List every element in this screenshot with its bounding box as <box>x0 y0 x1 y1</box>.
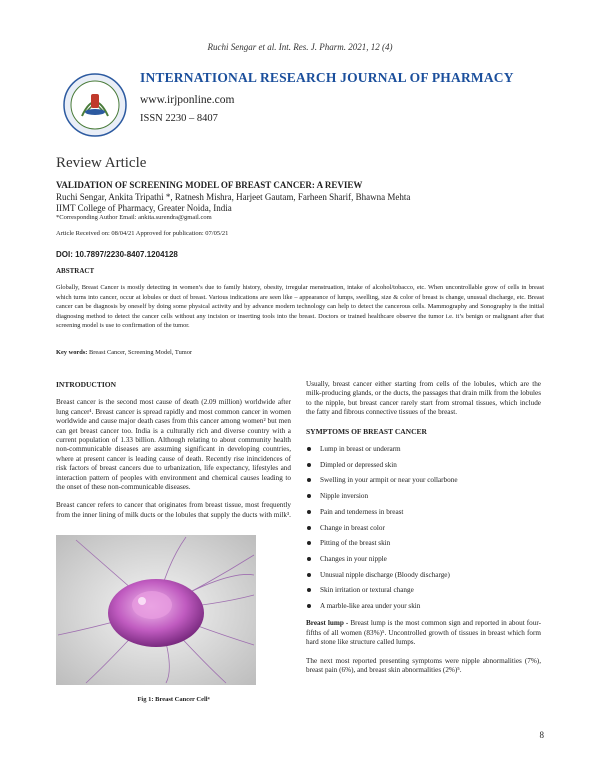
right-paragraph-1: Usually, breast cancer either starting from cells of the lobules, which are the milk-producing glands, or the ducts, the passages that drain milk from the lobules to the nipple, but breast cancer rarely start from stromal tissues, which include the fatty and fibrous connective tissues of the breast. <box>306 380 541 417</box>
list-item: Dimpled or depressed skin <box>306 461 541 470</box>
right-column <box>306 380 541 685</box>
symptoms-list <box>306 445 541 611</box>
list-item: Change in breast color <box>306 524 541 533</box>
abstract-heading: ABSTRACT <box>56 267 95 275</box>
journal-logo <box>62 72 128 138</box>
abstract-text: Globally, Breast Cancer is mostly detecting in women’s due to family history, obesity, irregular menstruation, intake of alcohol/tobacco, etc. When uncontrollable grow of cells in breast which turns into cancer, occur at lobules or duct of breast. Various indications are seen like – appearance of lumps, swelling, size & color of breast is change, unusual discharge, etc. Breast cancer can be diagnosis by oneself by doing some physical activity and by advance modern technology can help to detect the cancerous cells. Mammography and Sonography is the initial diagnosing method to detect the cancer cells without any incision or inserting tools into the breast. Doctors or trained healthcare observe the tumor i.e. it’s benign or malignant after that screening model is use to confirmation of the tumor. <box>56 284 544 330</box>
list-item: Pain and tenderness in breast <box>306 508 541 517</box>
running-head: Ruchi Sengar et al. Int. Res. J. Pharm. 2021, 12 (4) <box>207 42 393 52</box>
list-item: A marble-like area under your skin <box>306 602 541 611</box>
intro-heading: INTRODUCTION <box>56 380 117 389</box>
list-item: Pitting of the breast skin <box>306 539 541 548</box>
list-item: Swelling in your armpit or near your collarbone <box>306 476 541 485</box>
journal-website[interactable]: www.irjponline.com <box>140 94 235 106</box>
doi[interactable]: DOI: 10.7897/2230-8407.1204128 <box>56 250 178 259</box>
left-column <box>56 380 291 704</box>
article-title: VALIDATION OF SCREENING MODEL OF BREAST CANCER: A REVIEW <box>56 180 363 190</box>
article-type: Review Article <box>56 155 147 171</box>
breast-lump-paragraph <box>306 619 541 647</box>
list-item: Changes in your nipple <box>306 555 541 564</box>
figure-caption: Fig 1: Breast Cancer Cell⁴ <box>137 695 210 703</box>
right-paragraph-3: The next most reported presenting symptoms were nipple abnormalities (7%), breast pain (6%), and breast skin abnormalities (2%)⁵. <box>306 656 541 675</box>
list-item: Nipple inversion <box>306 492 541 501</box>
keywords <box>56 349 192 356</box>
article-dates: Article Received on: 08/04/21 Approved for publication: 07/05/21 <box>56 230 229 237</box>
keywords-label: Key words: <box>56 349 88 356</box>
symptoms-heading: SYMPTOMS OF BREAST CANCER <box>306 426 427 436</box>
breast-lump-label: Breast lump - <box>306 619 351 628</box>
authors: Ruchi Sengar, Ankita Tripathi *, Ratnesh Mishra, Harjeet Gautam, Farheen Sharif, Bhawna Mehta <box>56 192 411 202</box>
breast-cancer-cell-figure <box>56 535 256 685</box>
affiliation: IIMT College of Pharmacy, Greater Noida, India <box>56 203 232 213</box>
keywords-text: Breast Cancer, Screening Model, Tumor <box>87 349 193 356</box>
list-item: Unusual nipple discharge (Bloody discharge) <box>306 571 541 580</box>
journal-name: INTERNATIONAL RESEARCH JOURNAL OF PHARMACY <box>140 70 514 85</box>
corresponding-author: *Corresponding Author Email: ankita.surendra@gmail.com <box>56 214 212 221</box>
breast-lump-text: Breast lump is the most common sign and reported in about four-fifths of all women (83%)⁵. Uncontrolled growth of tissues in breast which form hard stone like structure called lumps. <box>306 619 541 647</box>
page-number: 8 <box>539 730 544 740</box>
list-item: Lump in breast or underarm <box>306 445 541 454</box>
journal-issn: ISSN 2230 – 8407 <box>140 113 218 124</box>
intro-paragraph-1: Breast cancer is the second most cause of death (2.09 million) worldwide after lung cancer¹. Breast cancer is spread rapidly and most common cancer in women worldwide and cause major death cases from this cancer among women² but men can get breast cancer too. India is a culturally rich and diverse country with a current population of 1.33 billion. Although relating to about community health non-communicable diseases are assuming significant in developing countries, where at present cancer is leading cause of death. Recently rise inincidences of risk factors of breast cancers due to urbanization, life expectancy, lifestyles and interaction pattern of peoples with environment and chemical causes leading to the onset of these non-communicable diseases. <box>56 398 291 492</box>
list-item: Skin irritation or textural change <box>306 586 541 595</box>
intro-paragraph-2: Breast cancer refers to cancer that originates from breast tissue, most frequently from the inner lining of milk ducts or the lobules that supply the ducts with milk³. <box>56 501 291 519</box>
